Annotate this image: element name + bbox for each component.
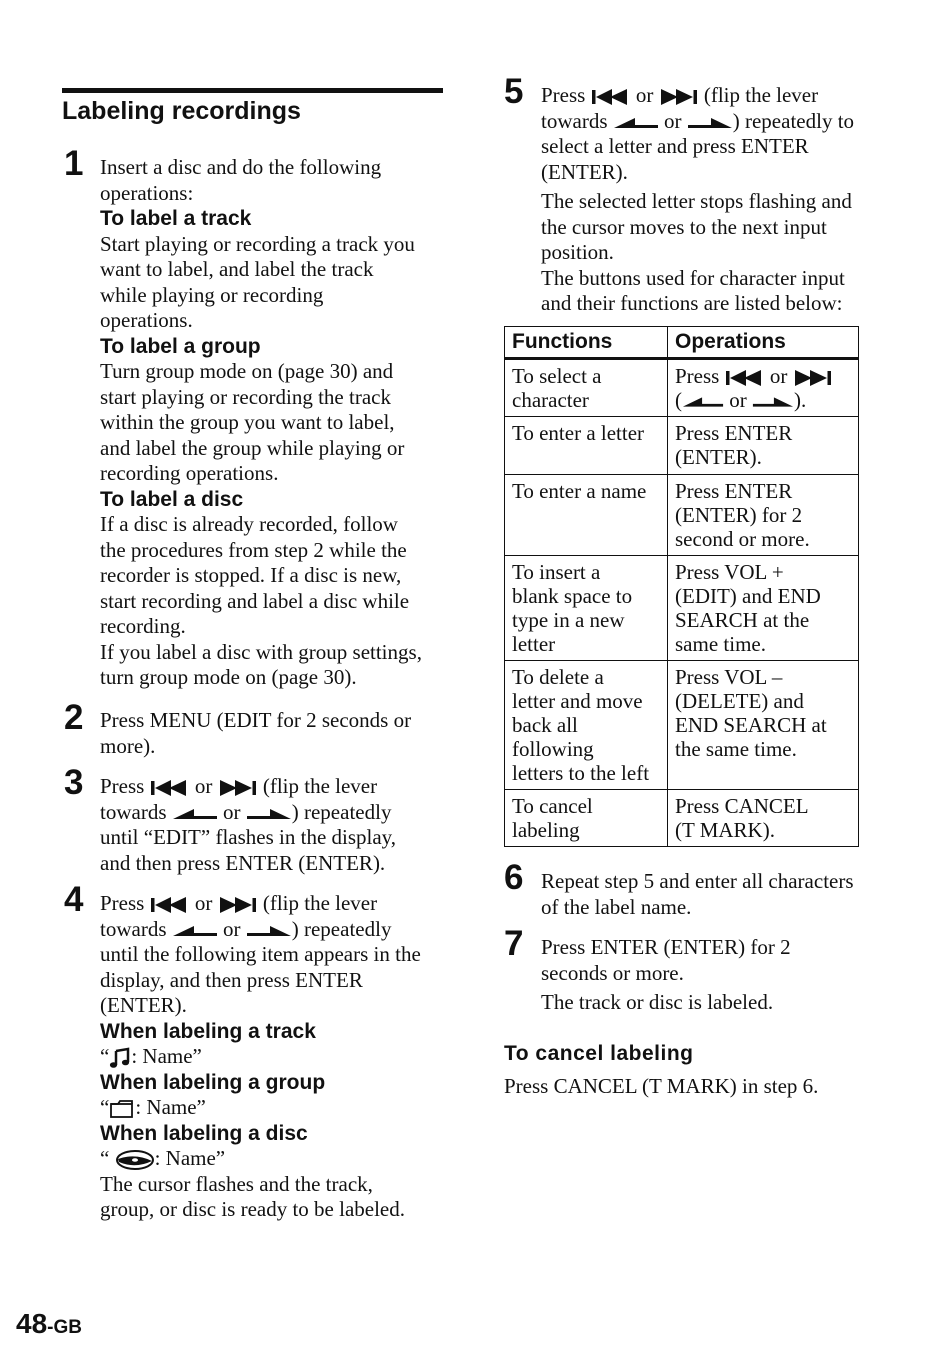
labeling-disc-heading: When labeling a disc <box>100 1121 308 1145</box>
flip-text: (flip the lever <box>703 83 819 107</box>
prev-track-icon <box>725 369 765 387</box>
label-disc-line: the procedures from step 2 while the <box>100 537 407 562</box>
open-quote: “ <box>100 1146 110 1170</box>
step-5-body-line: and their functions are listed below: <box>541 291 843 315</box>
flip-text: (flip the lever <box>262 774 378 798</box>
flip-text: (flip the lever <box>262 891 378 915</box>
step-1-number: 1 <box>64 144 84 183</box>
lever-left-icon <box>613 116 659 130</box>
table-row <box>505 359 859 417</box>
functions-header: Functions <box>505 327 668 359</box>
table-row <box>505 417 859 475</box>
cancel-labeling-body: Press CANCEL (T MARK) in step 6. <box>504 1074 819 1098</box>
label-disc-line: recorder is stopped. If a disc is new, <box>100 563 402 587</box>
step-5-body-line: the cursor moves to the next input <box>541 214 827 239</box>
press-text: Press <box>100 891 145 915</box>
prev-track-icon <box>150 779 190 797</box>
label-disc-heading: To label a disc <box>100 487 244 511</box>
function-cell: To delete a letter and move back all following letters to the left <box>505 661 668 790</box>
table-row <box>505 475 859 556</box>
prev-track-icon <box>150 896 190 914</box>
step-7-line: Press ENTER (ENTER) for 2 <box>541 935 791 959</box>
next-track-icon <box>659 88 699 106</box>
step-4-end-line: The cursor flashes and the track, <box>100 1171 373 1196</box>
step-5-number: 5 <box>504 72 524 111</box>
step-4-line: display, and then press ENTER <box>100 967 363 992</box>
step-1-body <box>100 155 445 691</box>
step-5-body-line: The selected letter stops flashing and <box>541 189 852 213</box>
function-cell: To cancel labeling <box>505 790 668 847</box>
disc-icon <box>115 1149 155 1171</box>
step-6-line: of the label name. <box>541 894 692 919</box>
label-track-line: while playing or recording <box>100 282 324 307</box>
step-7-body <box>541 935 791 1016</box>
step-3-number: 3 <box>64 763 84 802</box>
step-2-line: Press MENU (EDIT for 2 seconds or <box>100 708 412 732</box>
prev-track-icon <box>591 88 631 106</box>
repeatedly-text: ) repeatedly <box>291 799 392 824</box>
or-text: or <box>194 891 213 915</box>
step-4-number: 4 <box>64 880 84 919</box>
open-quote: “ <box>100 1095 110 1119</box>
lever-right-icon <box>246 924 292 938</box>
step-7-number: 7 <box>504 924 524 963</box>
function-cell: To insert a blank space to type in a new letter <box>505 556 668 661</box>
step-4-line: (ENTER). <box>100 993 187 1017</box>
label-track-heading: To label a track <box>100 207 252 230</box>
label-group-line: Turn group mode on (page 30) and <box>100 359 394 383</box>
lever-right-icon <box>687 116 733 130</box>
repeatedly-text: ) repeatedly to <box>732 108 855 133</box>
step-5-line: (ENTER). <box>541 159 628 184</box>
label-disc-line: recording. <box>100 614 186 638</box>
repeatedly-text: ) repeatedly <box>291 916 392 941</box>
step-2-number: 2 <box>64 698 84 737</box>
label-group-line: and label the group while playing or <box>100 435 405 460</box>
step-2-body <box>100 708 411 759</box>
step-7-line: seconds or more. <box>541 960 684 985</box>
group-name-text: : Name” <box>135 1095 206 1119</box>
towards-text: towards <box>541 108 608 133</box>
page-number: 48-GB <box>16 1308 82 1339</box>
function-cell: To enter a name <box>505 475 668 556</box>
step-6-body <box>541 869 854 920</box>
label-track-line: Start playing or recording a track you <box>100 231 415 256</box>
or-text: or <box>635 83 654 107</box>
title-rule <box>62 88 443 93</box>
lever-left-icon <box>172 807 218 821</box>
table-row <box>505 556 859 661</box>
step-5-line: select a letter and press ENTER <box>541 134 809 158</box>
step-5-body-line: position. <box>541 240 614 264</box>
step-6-number: 6 <box>504 858 524 897</box>
operation-cell: Press ENTER (ENTER) for 2 second or more. <box>668 475 859 556</box>
folder-icon <box>109 1099 135 1119</box>
or-text: or <box>223 916 241 941</box>
lever-right-icon <box>752 395 794 409</box>
labeling-group-heading: When labeling a group <box>100 1070 326 1094</box>
open-quote: “ <box>100 1044 110 1068</box>
towards-text: towards <box>100 916 167 941</box>
press-text: Press <box>100 774 145 798</box>
lever-right-icon <box>246 807 292 821</box>
label-disc-line: turn group mode on (page 30). <box>100 665 357 689</box>
next-track-icon <box>218 779 258 797</box>
or-text: or <box>194 774 213 798</box>
press-text: Press <box>541 83 586 107</box>
operation-cell: Press VOL + (EDIT) and END SEARCH at the same time. <box>668 556 859 661</box>
page-title: Labeling recordings <box>62 97 301 125</box>
next-track-icon <box>793 369 833 387</box>
track-name-text: : Name” <box>131 1044 202 1068</box>
or-text: or <box>664 108 682 133</box>
label-group-line: start playing or recording the track <box>100 384 391 409</box>
function-cell: To enter a letter <box>505 417 668 475</box>
lever-left-icon <box>172 924 218 938</box>
label-group-heading: To label a group <box>100 334 261 358</box>
disc-name-text: : Name” <box>154 1146 226 1170</box>
step-3-line: until “EDIT” flashes in the display, <box>100 825 397 849</box>
operation-cell: Press CANCEL (T MARK). <box>668 790 859 847</box>
or-text: or <box>223 799 241 824</box>
step-4-body <box>100 891 421 1223</box>
operation-cell: Press or ( or ). <box>668 359 859 417</box>
step-2-line: more). <box>100 733 156 758</box>
operation-cell: Press VOL – (DELETE) and END SEARCH at the same time. <box>668 661 859 790</box>
step-3-body <box>100 774 396 876</box>
step-4-line: until the following item appears in the <box>100 942 421 966</box>
music-note-icon <box>109 1047 131 1069</box>
cancel-labeling-heading: To cancel labeling <box>504 1042 694 1065</box>
character-input-table <box>504 326 859 847</box>
step-3-line: and then press ENTER (ENTER). <box>100 850 386 875</box>
label-group-line: within the group you want to label, <box>100 410 395 434</box>
next-track-icon <box>218 896 258 914</box>
labeling-track-heading: When labeling a track <box>100 1019 316 1043</box>
step-1-intro-1: Insert a disc and do the following <box>100 155 382 179</box>
lever-left-icon <box>682 395 724 409</box>
towards-text: towards <box>100 799 167 824</box>
step-4-end-line: group, or disc is ready to be labeled. <box>100 1197 405 1221</box>
label-disc-line: If a disc is already recorded, follow <box>100 512 398 536</box>
step-7-result: The track or disc is labeled. <box>541 990 774 1014</box>
step-5-body <box>541 83 854 317</box>
step-5-body-line: The buttons used for character input <box>541 265 845 290</box>
table-row <box>505 661 859 790</box>
step-6-line: Repeat step 5 and enter all characters <box>541 869 854 893</box>
operations-header: Operations <box>668 327 859 359</box>
label-track-line: want to label, and label the track <box>100 257 374 281</box>
step-1-intro-2: operations: <box>100 180 194 205</box>
table-row <box>505 790 859 847</box>
table-header-row <box>505 327 859 359</box>
label-disc-line: If you label a disc with group settings, <box>100 639 422 664</box>
label-group-line: recording operations. <box>100 461 279 485</box>
label-track-line: operations. <box>100 308 193 332</box>
function-cell: To select a character <box>505 359 668 417</box>
operation-cell: Press ENTER (ENTER). <box>668 417 859 475</box>
label-disc-line: start recording and label a disc while <box>100 588 410 613</box>
